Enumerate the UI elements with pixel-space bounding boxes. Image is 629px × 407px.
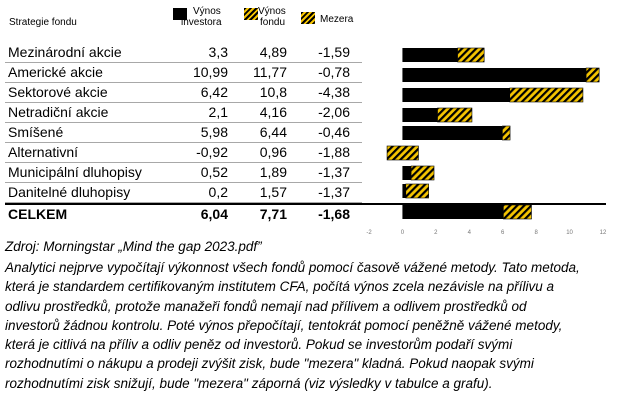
- gap-bar: [510, 88, 583, 102]
- legend-fund-line1: Výnos: [258, 6, 286, 17]
- gap-bar: [503, 205, 531, 219]
- row-investor: 10,99: [192, 64, 228, 80]
- row-fund: 1,89: [259, 164, 287, 180]
- row-name: Americké akcie: [8, 64, 103, 80]
- row-fund: 4,89: [259, 44, 287, 60]
- row-gap: -0,78: [318, 64, 350, 80]
- row-gap: -2,06: [318, 104, 350, 120]
- x-tick-label: 8: [534, 230, 538, 236]
- row-investor: 0,52: [200, 164, 228, 180]
- legend-investor-line1: Výnos: [193, 6, 221, 17]
- explanation-paragraph: [5, 258, 623, 393]
- row-gap: -4,38: [318, 84, 350, 100]
- row-investor: -0,92: [196, 144, 228, 160]
- legend-swatch-fund: [244, 8, 258, 20]
- paragraph-line: rozhodnutími zisk snižují, bude "mezera" záporná (viz výsledky v tabulce a grafu).: [5, 375, 493, 391]
- investor-return-bar: [402, 88, 509, 102]
- row-gap: -1,37: [318, 184, 350, 200]
- table-body: [5, 43, 362, 225]
- legend-swatch-gap: [301, 12, 315, 24]
- gap-bar: [458, 48, 485, 62]
- paragraph-line: Analytici nejprve vypočítají výkonnost všech fondů pomocí časově vážené metody. Tato metoda,: [5, 260, 580, 275]
- investor-return-bar: [402, 68, 586, 82]
- total-investor: 6,04: [200, 206, 228, 222]
- gap-bar: [406, 184, 429, 198]
- table-row: [5, 183, 362, 203]
- total-name: CELKEM: [8, 206, 68, 222]
- row-gap: -1,37: [318, 164, 350, 180]
- paragraph-line: rozhodnutími o nákupu a prodeji zvýšit zisk, bude "mezera" kladná. Pokud naopak svými: [5, 356, 534, 372]
- total-gap: -1,68: [318, 206, 350, 222]
- paragraph-line: investorů žádnou kontrolu. Poté výnos přepočítají, tentokrát pomocí peněžně vážené metody,: [5, 317, 563, 333]
- row-name: Mezinárodní akcie: [8, 44, 122, 60]
- row-investor: 2,1: [208, 104, 228, 120]
- table-row: [5, 123, 362, 143]
- gap-bar: [502, 126, 510, 140]
- row-fund: 6,44: [259, 124, 287, 140]
- x-tick-label: 6: [501, 230, 505, 236]
- legend-investor: [181, 6, 222, 28]
- source-note: Zdroj: Morningstar „Mind the gap 2023.pdf”: [5, 239, 262, 254]
- row-investor: 0,2: [208, 184, 228, 200]
- gap-bar-chart: [365, 38, 615, 238]
- x-tick-label: -2: [366, 230, 372, 236]
- row-investor: 3,3: [208, 44, 228, 60]
- row-name: Municipální dluhopisy: [8, 164, 142, 180]
- paragraph-line: která je standardem certifikovaným institutem CFA, počítá výnos zcela nezávisle na přílivu a: [5, 279, 554, 295]
- legend-fund: [258, 6, 286, 28]
- x-tick-label: 4: [467, 230, 471, 236]
- legend-investor-line2: investora: [181, 17, 222, 28]
- table-row: [5, 63, 362, 83]
- row-gap: -1,59: [318, 44, 350, 60]
- table-row: [5, 163, 362, 183]
- strategy-column-header: Strategie fondu: [9, 17, 77, 28]
- table-row: [5, 43, 362, 63]
- row-investor: 5,98: [200, 124, 228, 140]
- investor-return-bar: [402, 48, 457, 62]
- x-tick-label: 10: [566, 230, 573, 236]
- investor-return-bar: [402, 126, 502, 140]
- gap-bar: [387, 146, 418, 160]
- row-fund: 1,57: [259, 184, 287, 200]
- row-name: Danitelné dluhopisy: [8, 184, 131, 200]
- paragraph-line: která je citlivá na příliv a odliv peněz od investorů. Pokud se investorům podaří svými: [5, 337, 513, 353]
- row-fund: 11,77: [253, 64, 287, 80]
- table-row: [5, 143, 362, 163]
- gap-bar: [411, 166, 434, 180]
- row-name: Sektorové akcie: [8, 84, 108, 100]
- investor-return-bar: [402, 108, 437, 122]
- row-name: Netradiční akcie: [8, 104, 109, 120]
- total-row: [5, 205, 362, 225]
- gap-bar: [438, 108, 472, 122]
- row-fund: 4,16: [259, 104, 287, 120]
- table-row: [5, 83, 362, 103]
- x-tick-label: 0: [400, 230, 405, 236]
- legend-gap-line1: Mezera: [320, 14, 354, 25]
- legend-gap: [320, 14, 353, 25]
- row-gap: -0,46: [318, 124, 350, 140]
- gap-bar: [586, 68, 599, 82]
- row-fund: 0,96: [259, 144, 287, 160]
- investor-return-bar: [402, 205, 503, 219]
- x-tick-label: 2: [434, 230, 438, 236]
- legend-fund-line2: fondu: [260, 17, 286, 28]
- row-name: Alternativní: [8, 144, 79, 160]
- investor-return-bar: [402, 184, 405, 198]
- paragraph-line: odlivu prostředků, protože manažeři fondů nemají nad přílivem a odlivem prostředků od: [5, 298, 527, 314]
- row-investor: 6,42: [200, 84, 228, 100]
- table-row: [5, 103, 362, 123]
- row-fund: 10,8: [259, 84, 287, 100]
- row-name: Smíšené: [8, 124, 64, 140]
- row-gap: -1,88: [318, 144, 350, 160]
- investor-return-bar: [402, 166, 411, 180]
- total-fund: 7,71: [259, 206, 287, 222]
- x-tick-label: 12: [599, 230, 607, 236]
